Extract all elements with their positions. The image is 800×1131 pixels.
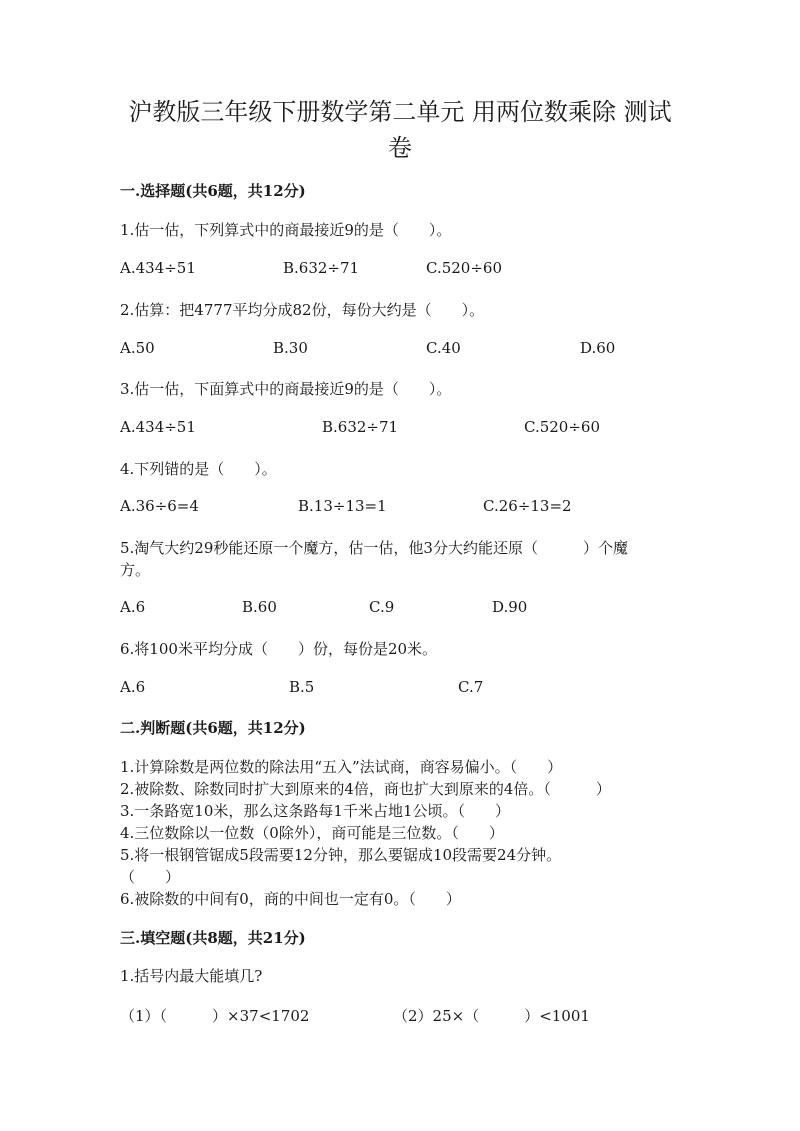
judgment-item: 6.被除数的中间有0，商的中间也一定有0。（ ） <box>120 890 461 908</box>
option-c: C.40 <box>426 339 461 357</box>
option-b: B.5 <box>289 678 315 696</box>
question-text: 6.将100米平均分成（ ）份，每份是20米。 <box>120 640 438 658</box>
question-text-line1: 5.淘气大约29秒能还原一个魔方，估一估，他3分大约能还原（ ）个魔 <box>120 539 628 557</box>
option-c: C.7 <box>458 678 484 696</box>
option-d: D.90 <box>492 598 528 616</box>
question-text: 2.估算：把4777平均分成82份，每份大约是（ ）。 <box>120 301 485 319</box>
question-text-line2: 方。 <box>120 561 151 579</box>
option-d: D.60 <box>580 339 616 357</box>
exam-title: 沪教版三年级下册数学第二单元 用两位数乘除 测试卷 <box>128 98 672 162</box>
question-text: 1.估一估，下列算式中的商最接近9的是（ ）。 <box>120 221 452 239</box>
option-c: C.26÷13=2 <box>483 497 572 515</box>
judgment-item: 3.一条路宽10米，那么这条路每1千米占地1公顷。（ ） <box>120 802 510 820</box>
section-heading-fill-in: 三.填空题(共8题，共21分) <box>120 929 306 947</box>
judgment-item-continued: （ ） <box>120 868 181 886</box>
option-a: A.434÷51 <box>120 259 196 277</box>
fill-in-part-1: （1）（ ）×37<1702 <box>120 1007 310 1025</box>
judgment-item: 2.被除数、除数同时扩大到原来的4倍，商也扩大到原来的4倍。（ ） <box>120 780 611 798</box>
option-b: B.632÷71 <box>283 259 360 277</box>
option-b: B.632÷71 <box>322 418 399 436</box>
section-heading-judgment: 二.判断题(共6题，共12分) <box>120 719 306 737</box>
fill-in-part-2: （2）25×（ ）<1001 <box>393 1007 590 1025</box>
option-a: A.50 <box>120 339 155 357</box>
option-c: C.9 <box>369 598 395 616</box>
question-text: 1.括号内最大能填几? <box>120 967 263 985</box>
question-text: 3.估一估，下面算式中的商最接近9的是（ ）。 <box>120 380 452 398</box>
section-heading-choice: 一.选择题(共6题，共12分) <box>120 182 306 200</box>
option-a: A.6 <box>120 598 146 616</box>
option-b: B.30 <box>273 339 308 357</box>
judgment-item: 4.三位数除以一位数（0除外），商可能是三位数。（ ） <box>120 824 504 842</box>
option-b: B.13÷13=1 <box>298 497 387 515</box>
option-c: C.520÷60 <box>524 418 600 436</box>
option-a: A.6 <box>120 678 146 696</box>
judgment-item: 5.将一根钢管锯成5段需要12分钟，那么要锯成10段需要24分钟。 <box>120 846 562 864</box>
question-text: 4.下列错的是（ ）。 <box>120 460 277 478</box>
option-a: A.36÷6=4 <box>120 497 199 515</box>
option-c: C.520÷60 <box>426 259 502 277</box>
option-a: A.434÷51 <box>120 418 196 436</box>
option-b: B.60 <box>242 598 277 616</box>
judgment-item: 1.计算除数是两位数的除法用“五入”法试商，商容易偏小。（ ） <box>120 758 563 776</box>
